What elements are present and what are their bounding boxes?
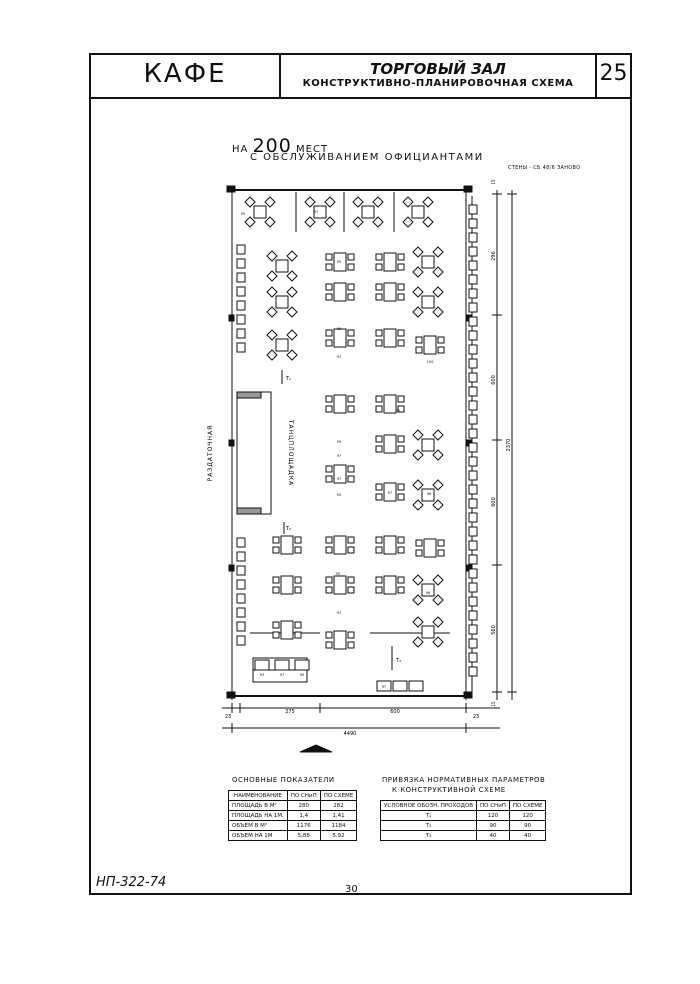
dim-bottom-left: 23 xyxy=(224,714,232,720)
wall-seat xyxy=(469,513,477,522)
table-set-rect xyxy=(273,621,301,639)
chair xyxy=(326,547,332,553)
wall-seat xyxy=(469,345,477,354)
table-set-rect xyxy=(326,395,354,413)
normative-aisle: T₃ xyxy=(381,831,477,841)
chair xyxy=(398,330,404,336)
rect-table xyxy=(334,395,346,413)
chair xyxy=(398,396,404,402)
chair xyxy=(348,294,354,300)
rect-table xyxy=(424,539,436,557)
wall-seat xyxy=(469,625,477,634)
chair xyxy=(348,264,354,270)
wall-seat xyxy=(237,538,245,547)
table-number: 97 xyxy=(336,454,342,458)
wall-seat xyxy=(469,611,477,620)
chair xyxy=(416,540,422,546)
indicator-name: ПЛОЩАДЬ НА 1М. xyxy=(229,811,288,821)
wall-seat xyxy=(237,552,245,561)
table-set-rect xyxy=(273,576,301,594)
square-table xyxy=(422,439,434,451)
table-row xyxy=(381,831,546,841)
chair xyxy=(416,347,422,353)
chair xyxy=(376,547,382,553)
dim-bottom-right: 23 xyxy=(472,714,480,720)
indicator-snip: 5,88 xyxy=(287,831,320,841)
normative-header-scheme: ПО СХЕМЕ xyxy=(509,801,546,811)
wall-seat xyxy=(469,527,477,536)
table-number: 95 xyxy=(395,409,401,413)
wall-seat xyxy=(469,275,477,284)
chair xyxy=(398,446,404,452)
chair xyxy=(273,547,279,553)
table-number: 97 xyxy=(387,491,393,495)
chair xyxy=(326,587,332,593)
chair xyxy=(438,540,444,546)
chair xyxy=(348,577,354,583)
chair xyxy=(348,406,354,412)
wall-seat xyxy=(237,622,245,631)
rect-table xyxy=(384,395,396,413)
wall-seat xyxy=(237,580,245,589)
table-number: 97 xyxy=(336,355,342,359)
table-number: 95 xyxy=(336,327,342,331)
table-set-rect xyxy=(326,536,354,554)
scheme-title: КОНСТРУКТИВНО-ПЛАНИРОВОЧНАЯ СХЕМА xyxy=(302,78,574,89)
dim-right-total: 2370 xyxy=(506,438,512,452)
rect-table xyxy=(384,329,396,347)
chair xyxy=(273,622,279,628)
chair xyxy=(376,484,382,490)
normative-snip: 90 xyxy=(477,821,510,831)
wall-seat xyxy=(469,485,477,494)
wall-seat xyxy=(237,287,245,296)
table-set-rect xyxy=(376,435,404,453)
rect-table xyxy=(384,435,396,453)
dim-right-560: 560 xyxy=(491,625,497,635)
wall-seat xyxy=(469,233,477,242)
buffet-table xyxy=(275,660,289,670)
table-set-rect xyxy=(416,336,444,354)
chair xyxy=(376,396,382,402)
table-set-rect xyxy=(376,536,404,554)
page-number: 30 xyxy=(345,884,358,895)
chair xyxy=(295,632,301,638)
wall-seat xyxy=(469,583,477,592)
chair xyxy=(326,537,332,543)
cafe-title: КАФЕ xyxy=(143,59,227,89)
rect-table xyxy=(281,576,293,594)
rect-table xyxy=(334,283,346,301)
square-table xyxy=(422,626,434,638)
table-set-rect xyxy=(416,539,444,557)
table-set-4 xyxy=(267,330,297,360)
table-number: 97 xyxy=(336,477,342,481)
chair xyxy=(326,396,332,402)
rect-table xyxy=(281,536,293,554)
dim-right-296: 296 xyxy=(491,251,497,261)
indicators-header-name: НАИМЕНОВАНИЕ xyxy=(229,791,288,801)
rect-table xyxy=(424,336,436,354)
normative-scheme: 120 xyxy=(509,811,546,821)
chair xyxy=(438,337,444,343)
chair xyxy=(326,254,332,260)
wall-seat xyxy=(469,331,477,340)
normative-snip: 40 xyxy=(477,831,510,841)
rect-table xyxy=(281,621,293,639)
table-set-rect xyxy=(273,536,301,554)
indicator-snip: 280 xyxy=(287,801,320,811)
square-table xyxy=(422,256,434,268)
dim-total-width: 4490 xyxy=(343,731,357,737)
indicator-snip: 1176 xyxy=(287,821,320,831)
normative-scheme: 90 xyxy=(509,821,546,831)
chair xyxy=(273,577,279,583)
chair xyxy=(348,537,354,543)
aisle-t2-label: T₂ xyxy=(286,526,292,532)
dim-right-top: 15 xyxy=(491,179,496,185)
wall-seat xyxy=(469,247,477,256)
wall-seat xyxy=(469,457,477,466)
wall-seat xyxy=(237,636,245,645)
caption-suffix: МЕСТ xyxy=(296,144,329,155)
chair xyxy=(376,254,382,260)
table-number: 97 xyxy=(336,611,342,615)
small-table xyxy=(393,681,407,691)
chair xyxy=(376,436,382,442)
wall-seat xyxy=(469,415,477,424)
chair xyxy=(348,642,354,648)
normative-aisle: T₁ xyxy=(381,811,477,821)
chair xyxy=(348,254,354,260)
table-set-rect xyxy=(326,329,354,347)
wall-seat xyxy=(469,653,477,662)
indicators-header-snip: ПО СНиП xyxy=(287,791,320,801)
chair xyxy=(295,547,301,553)
buffet-table xyxy=(255,660,269,670)
project-code: НП-322-74 xyxy=(96,875,167,890)
chair xyxy=(398,340,404,346)
normative-scheme: 40 xyxy=(509,831,546,841)
chair xyxy=(295,622,301,628)
serving-label: РАЗДАТОЧНАЯ xyxy=(207,424,214,482)
square-table xyxy=(276,296,288,308)
table-set-4 xyxy=(267,287,297,317)
square-table xyxy=(362,206,374,218)
wall-seat xyxy=(469,219,477,228)
table-set-rect xyxy=(376,253,404,271)
wall-seat xyxy=(469,359,477,368)
rect-table xyxy=(384,536,396,554)
rect-table xyxy=(334,329,346,347)
normative-header-aisle: УСЛОВНОЕ ОБОЗН. ПРОХОДОВ xyxy=(381,801,477,811)
indicators-header-scheme: ПО СХЕМЕ xyxy=(320,791,357,801)
chair xyxy=(398,587,404,593)
chair xyxy=(326,264,332,270)
rect-table xyxy=(384,283,396,301)
chair xyxy=(348,396,354,402)
wall-seat xyxy=(469,639,477,648)
chair xyxy=(326,340,332,346)
chair xyxy=(376,330,382,336)
wall-seat xyxy=(237,315,245,324)
dance-floor-label: ТАНЦПЛОЩАДКА xyxy=(287,419,294,487)
dim-right-bottom: 15 xyxy=(491,701,496,707)
table-set-4 xyxy=(413,287,443,317)
table-number: 97 xyxy=(313,210,319,214)
rect-table xyxy=(384,576,396,594)
wall-seat xyxy=(469,471,477,480)
indicator-scheme: 1,41 xyxy=(320,811,357,821)
chair xyxy=(398,436,404,442)
chair xyxy=(326,406,332,412)
table-set-4 xyxy=(413,430,443,460)
table-set-rect xyxy=(376,576,404,594)
table-set-rect xyxy=(326,631,354,649)
wall-seat xyxy=(469,317,477,326)
table-number: 95 xyxy=(336,260,342,264)
chair xyxy=(438,550,444,556)
chair xyxy=(376,264,382,270)
table-row xyxy=(381,821,546,831)
wall-seat xyxy=(237,343,245,352)
table-row xyxy=(229,831,357,841)
table-set-rect xyxy=(326,283,354,301)
chair xyxy=(398,547,404,553)
chair xyxy=(376,406,382,412)
square-table xyxy=(276,260,288,272)
chair xyxy=(398,494,404,500)
chair xyxy=(398,537,404,543)
table-set-4 xyxy=(353,197,383,227)
table-number: 97 xyxy=(279,673,285,677)
plan-caption-line2: С ОБСЛУЖИВАНИЕМ ОФИЦИАНТАМИ xyxy=(250,152,484,163)
rect-table xyxy=(334,631,346,649)
chair xyxy=(376,284,382,290)
wall-seat xyxy=(237,566,245,575)
wall-seat xyxy=(469,401,477,410)
chair xyxy=(326,642,332,648)
chair xyxy=(398,284,404,290)
table-set-4 xyxy=(305,197,335,227)
chair xyxy=(295,587,301,593)
wall-seat xyxy=(469,667,477,676)
wall-seat xyxy=(469,373,477,382)
chair xyxy=(416,550,422,556)
wall-seat xyxy=(237,259,245,268)
caption-prefix: НА xyxy=(232,144,249,155)
chair xyxy=(398,484,404,490)
table-set-rect xyxy=(326,576,354,594)
chair xyxy=(348,330,354,336)
table-number: 93 xyxy=(259,673,265,677)
chair xyxy=(326,476,332,482)
rect-table xyxy=(334,536,346,554)
chair xyxy=(273,537,279,543)
square-table xyxy=(276,339,288,351)
sheet-number: 25 xyxy=(599,61,628,86)
table-set-rect xyxy=(376,283,404,301)
aisle-t3-label: T₃ xyxy=(396,658,402,664)
wall-seat xyxy=(469,443,477,452)
table-row xyxy=(381,811,546,821)
table-row xyxy=(229,801,357,811)
table-set-rect xyxy=(376,329,404,347)
table-number: 95 xyxy=(335,572,341,576)
table-number: 96 xyxy=(426,492,432,496)
walls-note: СТЕНЫ - СБ 48/6 ЗАНОВО xyxy=(508,165,581,171)
indicator-name: ОБЪЕМ В М³ xyxy=(229,821,288,831)
table-set-4 xyxy=(245,197,275,227)
wall-seat xyxy=(469,569,477,578)
square-table xyxy=(422,296,434,308)
normative-table xyxy=(380,800,546,841)
table-set-4 xyxy=(267,251,297,281)
indicator-snip: 1,4 xyxy=(287,811,320,821)
chair xyxy=(398,264,404,270)
wall-seat xyxy=(469,555,477,564)
chair xyxy=(348,476,354,482)
chair xyxy=(376,587,382,593)
chair xyxy=(348,466,354,472)
chair xyxy=(398,254,404,260)
dim-bottom-600: 600 xyxy=(390,709,400,715)
indicator-scheme: 5,92 xyxy=(320,831,357,841)
chair xyxy=(348,340,354,346)
chair xyxy=(348,284,354,290)
chair xyxy=(416,337,422,343)
chair xyxy=(398,577,404,583)
indicators-header-row xyxy=(229,791,357,801)
dim-right-600a: 600 xyxy=(491,375,497,385)
wall-seat xyxy=(469,541,477,550)
normative-header-row xyxy=(381,801,546,811)
wall-seat xyxy=(237,301,245,310)
wall-seat xyxy=(469,429,477,438)
caption-number: 200 xyxy=(252,135,292,157)
table-set-4 xyxy=(403,197,433,227)
chair xyxy=(376,294,382,300)
table-set-4 xyxy=(413,247,443,277)
chair xyxy=(295,577,301,583)
aisle-t1-label: T₁ xyxy=(286,376,292,382)
chair xyxy=(273,587,279,593)
buffet-table xyxy=(295,660,309,670)
table-number: 95 xyxy=(299,673,305,677)
chair xyxy=(326,330,332,336)
indicators-table xyxy=(228,790,357,841)
chair xyxy=(376,494,382,500)
chair xyxy=(348,547,354,553)
dim-bottom-275: 275 xyxy=(285,709,295,715)
wall-seat xyxy=(237,245,245,254)
table-number: 99 xyxy=(336,440,342,444)
table-set-4 xyxy=(413,575,443,605)
chair xyxy=(326,577,332,583)
normative-snip: 120 xyxy=(477,811,510,821)
square-table xyxy=(412,206,424,218)
table-number: 95 xyxy=(240,212,246,216)
chair xyxy=(326,294,332,300)
table-number: 96 xyxy=(425,591,431,595)
rect-table xyxy=(334,576,346,594)
table-row xyxy=(229,811,357,821)
table-number: 97 xyxy=(381,685,387,689)
wall-seat xyxy=(237,594,245,603)
indicator-name: ПЛОЩАДЬ В М² xyxy=(229,801,288,811)
square-table xyxy=(254,206,266,218)
wall-seat xyxy=(237,273,245,282)
chair xyxy=(326,284,332,290)
wall-seat xyxy=(469,205,477,214)
normative-header-snip: ПО СНиП xyxy=(477,801,510,811)
wall-seat xyxy=(469,597,477,606)
wall-seat xyxy=(469,303,477,312)
normative-aisle: T₂ xyxy=(381,821,477,831)
table-number: 95 xyxy=(336,493,342,497)
wall-seat xyxy=(469,387,477,396)
indicator-name: ОБЪЕМ НА 1М xyxy=(229,831,288,841)
chair xyxy=(376,577,382,583)
chair xyxy=(326,632,332,638)
rect-table xyxy=(384,253,396,271)
wall-seat xyxy=(237,608,245,617)
wall-seat xyxy=(469,499,477,508)
chair xyxy=(295,537,301,543)
indicator-scheme: 282 xyxy=(320,801,357,811)
chair xyxy=(398,294,404,300)
chair xyxy=(438,347,444,353)
indicators-title: ОСНОВНЫЕ ПОКАЗАТЕЛИ xyxy=(232,776,335,784)
chair xyxy=(326,466,332,472)
table-set-4 xyxy=(413,617,443,647)
dim-right-600b: 600 xyxy=(491,497,497,507)
normative-title-line1: ПРИВЯЗКА НОРМАТИВНЫХ ПАРАМЕТРОВ xyxy=(382,776,546,784)
chair xyxy=(376,537,382,543)
wall-seat xyxy=(237,329,245,338)
chair xyxy=(348,632,354,638)
chair xyxy=(376,446,382,452)
hall-title: ТОРГОВЫЙ ЗАЛ xyxy=(370,60,506,78)
wall-seat xyxy=(469,261,477,270)
table-row xyxy=(229,821,357,831)
small-table xyxy=(409,681,423,691)
table-number: 100 xyxy=(426,360,434,364)
wall-seat xyxy=(469,289,477,298)
chair xyxy=(273,632,279,638)
chair xyxy=(376,340,382,346)
normative-title-line2: К КОНСТРУКТИВНОЙ СХЕМЕ xyxy=(392,786,506,794)
chair xyxy=(348,587,354,593)
indicator-scheme: 1184 xyxy=(320,821,357,831)
